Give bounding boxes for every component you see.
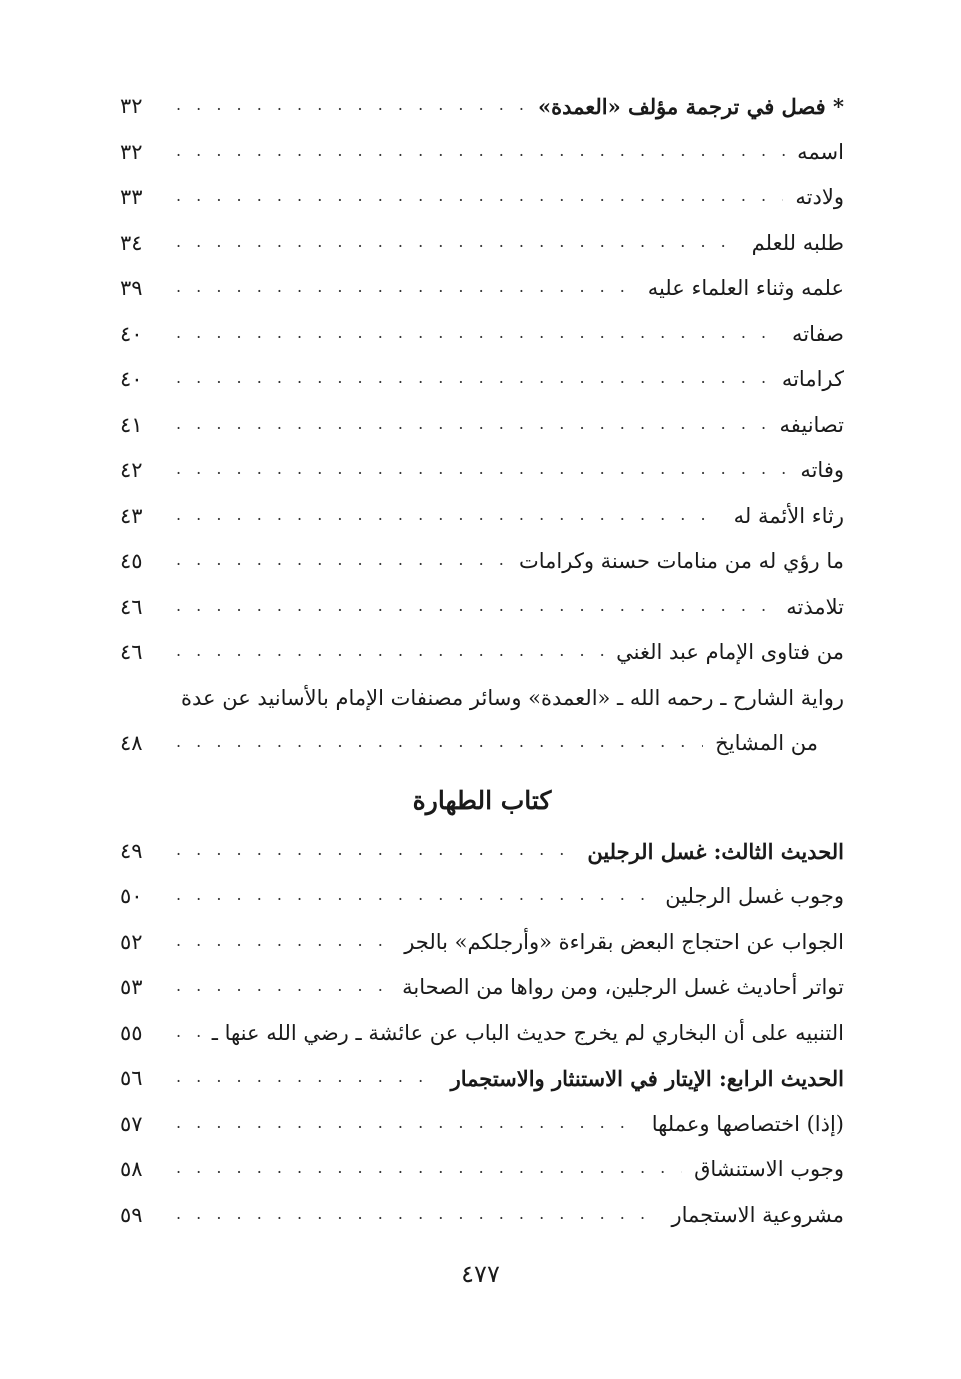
toc-entry — [120, 1137, 844, 1183]
leader-dots — [176, 505, 722, 524]
toc-entry-title: كراماته — [781, 367, 844, 392]
leader-dots — [176, 931, 392, 950]
toc-entry-title: الجواب عن احتجاج البعض بقراءة «وأرجلكم» بالجر — [404, 929, 844, 954]
toc-entry-page: ٥٥ — [120, 1020, 143, 1045]
toc-entry-title: من فتاوى الإمام عبد الغني — [616, 640, 844, 665]
leader-dots — [176, 232, 740, 251]
toc-entry — [120, 302, 844, 348]
toc-entry-page: ٥٨ — [120, 1157, 143, 1182]
leader-dots — [176, 840, 575, 859]
toc-entry-title: علمه وثناء العلماء عليه — [647, 276, 844, 301]
toc-entry-title: مشروعية الاستجمار — [671, 1202, 844, 1227]
toc-entry-page: ٣٣ — [120, 185, 143, 210]
toc-entry-page: ٤٩ — [120, 838, 143, 863]
toc-entry-page: ٤٠ — [120, 321, 143, 346]
leader-dots — [176, 1204, 660, 1223]
toc-entry-page: ٥٢ — [120, 929, 143, 954]
toc-entry — [120, 910, 844, 956]
toc-entry-page: ٤٥ — [120, 549, 143, 574]
toc-entry-page: ٤١ — [120, 412, 143, 437]
leader-dots — [176, 1113, 640, 1132]
section-heading: كتاب الطهارة — [412, 785, 552, 815]
toc-entry — [120, 484, 844, 530]
toc-entry — [120, 1046, 844, 1092]
toc-entry-title: تصانيفه — [779, 412, 844, 437]
toc-entry-page: ٤٣ — [120, 503, 143, 528]
toc-entry — [120, 1001, 844, 1047]
toc-entry-multiline — [120, 666, 844, 757]
toc-entry-page: ٤٠ — [120, 367, 143, 392]
toc-list-part1 — [120, 74, 844, 666]
toc-entry — [120, 438, 844, 484]
toc-entry — [120, 1092, 844, 1138]
toc-entry-page: ٣٢ — [120, 139, 143, 164]
toc-page — [120, 74, 844, 1228]
leader-dots — [176, 323, 780, 342]
toc-entry — [120, 347, 844, 393]
leader-dots — [176, 732, 703, 751]
toc-entry-page: ٥٠ — [120, 884, 143, 909]
toc-entry-title: وجوب الاستنشاق — [694, 1157, 844, 1182]
leader-dots — [176, 1022, 200, 1041]
leader-dots — [176, 550, 507, 569]
leader-dots — [176, 368, 770, 387]
leader-dots — [176, 885, 653, 904]
toc-list-part2 — [120, 819, 844, 1229]
toc-entry-title: * فصل في ترجمة مؤلف «العمدة» — [537, 94, 844, 120]
toc-entry — [120, 256, 844, 302]
toc-entry-title-line2: من المشايخ — [715, 731, 818, 756]
leader-dots — [176, 976, 390, 995]
toc-entry — [120, 74, 844, 120]
toc-entry-title: وجوب غسل الرجلين — [665, 884, 844, 909]
toc-entry-title: التنبيه على أن البخاري لم يخرج حديث الباب عن عائشة ـ رضي الله عنها ـ — [211, 1020, 844, 1045]
toc-entry-page: ٥٣ — [120, 975, 143, 1000]
toc-entry — [120, 211, 844, 257]
toc-entry-line2 — [120, 711, 844, 757]
toc-entry-page: ٥٦ — [120, 1066, 143, 1091]
toc-entry-page: ٣٢ — [120, 94, 143, 119]
toc-entry-page: ٤٢ — [120, 458, 143, 483]
leader-dots — [176, 141, 785, 160]
toc-entry-title: تلامذته — [786, 594, 844, 619]
toc-entry — [120, 620, 844, 666]
toc-entry-page: ٣٤ — [120, 230, 143, 255]
toc-entry-page: ٥٧ — [120, 1111, 143, 1136]
toc-entry — [120, 529, 844, 575]
toc-entry — [120, 393, 844, 439]
page-number: ٤٧٧ — [461, 1260, 500, 1288]
toc-entry-title: تواتر أحاديث غسل الرجلين، ومن رواها من الصحابة — [402, 975, 844, 1000]
toc-entry — [120, 120, 844, 166]
toc-entry-page: ٣٩ — [120, 276, 143, 301]
toc-entry-title-line1: رواية الشارح ـ رحمه الله ـ «العمدة» وسائر مصنفات الإمام بالأسانيد عن عدة — [181, 685, 844, 710]
leader-dots — [176, 95, 526, 114]
toc-entry-title: رثاء الأئمة له — [733, 503, 844, 528]
leader-dots — [176, 1067, 439, 1086]
leader-dots — [176, 414, 767, 433]
toc-entry — [120, 165, 844, 211]
toc-entry — [120, 575, 844, 621]
toc-entry-page: ٥٩ — [120, 1202, 143, 1227]
leader-dots — [176, 459, 788, 478]
toc-entry-page: ٤٦ — [120, 640, 143, 665]
leader-dots — [176, 596, 774, 615]
leader-dots — [176, 1158, 682, 1177]
leader-dots — [176, 641, 604, 660]
leader-dots — [176, 186, 783, 205]
toc-entry-title: وفاته — [800, 458, 844, 483]
toc-entry — [120, 1183, 844, 1229]
toc-entry-title: (إذا) اختصاصها وعملها — [651, 1111, 844, 1136]
toc-entry — [120, 819, 844, 865]
leader-dots — [176, 277, 636, 296]
toc-entry-title: ما رؤي له من منامات حسنة وكرامات — [519, 549, 844, 574]
toc-entry-title: صفاته — [792, 321, 844, 346]
toc-entry-page: ٤٦ — [120, 594, 143, 619]
toc-entry — [120, 955, 844, 1001]
toc-entry-title: اسمه — [797, 139, 844, 164]
toc-entry-title: ولادته — [795, 185, 844, 210]
toc-entry-title: طلبه للعلم — [751, 230, 844, 255]
toc-entry-title: الحديث الرابع: الإيتار في الاستنثار والاستجمار — [450, 1066, 844, 1092]
toc-entry — [120, 864, 844, 910]
toc-entry-page: ٤٨ — [120, 731, 143, 756]
toc-entry-title: الحديث الثالث: غسل الرجلين — [587, 838, 844, 864]
